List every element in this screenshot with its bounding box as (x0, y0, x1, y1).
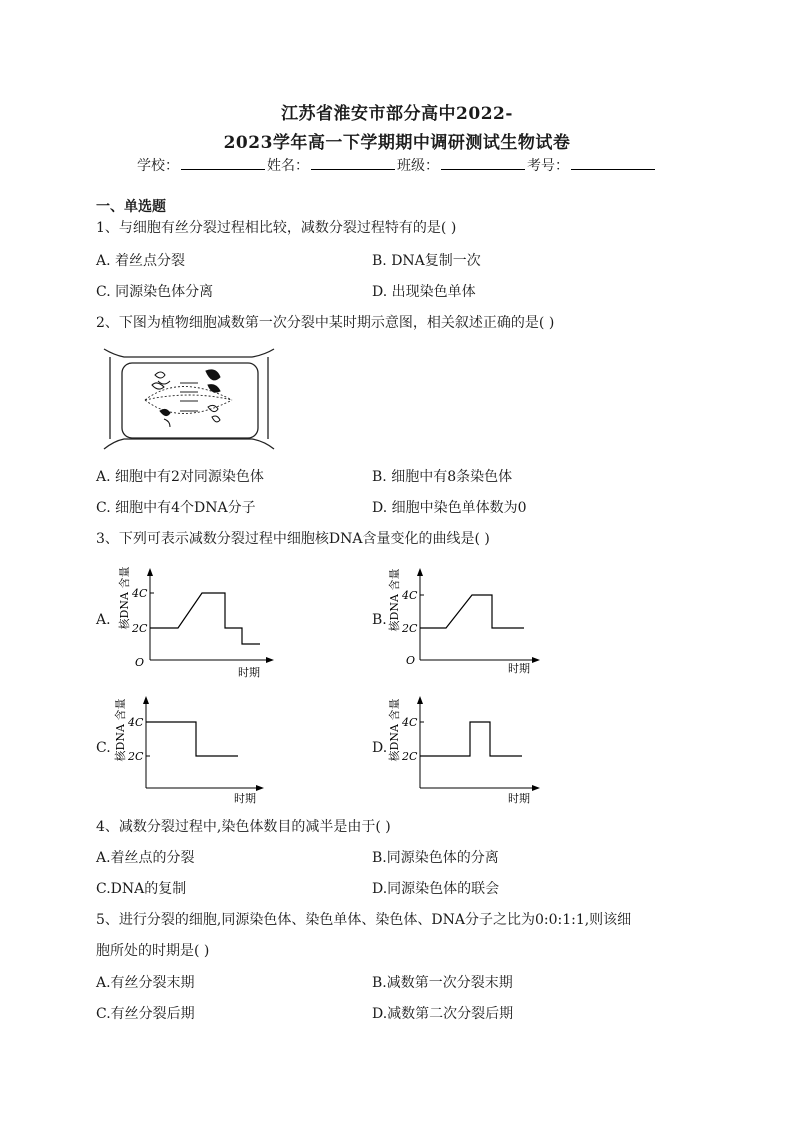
graph-b (386, 560, 556, 685)
graph-c-line (146, 722, 238, 756)
graph-d-x-arrow (532, 785, 540, 791)
name-blank[interactable] (311, 157, 395, 170)
graph-c-xlabel: 时期 (234, 792, 256, 805)
graph-a-tick-4c: 4C (132, 587, 148, 600)
number-label: 考号： (527, 158, 569, 174)
question-5-stem-line2: 胞所处的时期是( ) (96, 943, 210, 959)
q1-option-b[interactable]: B. DNA复制一次 (372, 253, 481, 269)
school-label: 学校： (137, 158, 179, 174)
graph-d-y-arrow (417, 696, 423, 704)
q4-option-a[interactable]: A.着丝点的分裂 (96, 850, 195, 866)
q2-option-c[interactable]: C. 细胞中有4个DNA分子 (96, 500, 256, 516)
q1-option-d[interactable]: D. 出现染色单体 (372, 284, 476, 300)
graph-a-ylabel: 核DNA 含量 (118, 566, 131, 630)
q5-option-d[interactable]: D.减数第二次分裂后期 (372, 1006, 514, 1022)
number-blank[interactable] (571, 157, 655, 170)
q4-option-c[interactable]: C.DNA的复制 (96, 881, 187, 897)
graph-c-y-arrow (143, 696, 149, 704)
question-5-stem-line1: 5、进行分裂的细胞,同源染色体、染色单体、染色体、DNA分子之比为0:0:1:1,则该细 (96, 912, 632, 928)
q2-option-b[interactable]: B. 细胞中有8条染色体 (372, 469, 513, 485)
graph-d-xlabel: 时期 (508, 792, 530, 805)
graph-b-x-arrow (532, 657, 540, 663)
graph-d-line (420, 722, 522, 756)
q3-option-c[interactable]: C. (96, 740, 111, 756)
school-blank[interactable] (181, 157, 265, 170)
question-4-stem: 4、减数分裂过程中,染色体数目的减半是由于( ) (96, 819, 391, 835)
graph-a (110, 560, 280, 685)
q2-option-d[interactable]: D. 细胞中染色单体数为0 (372, 500, 527, 516)
graph-d-tick-2c: 2C (402, 750, 418, 763)
graph-b-tick-4c: 4C (402, 589, 418, 602)
q4-option-b[interactable]: B.同源染色体的分离 (372, 850, 499, 866)
graph-b-xlabel: 时期 (508, 662, 530, 675)
q5-option-b[interactable]: B.减数第一次分裂末期 (372, 975, 513, 991)
graph-b-ylabel: 核DNA 含量 (388, 568, 401, 632)
class-label: 班级： (397, 158, 439, 174)
exam-title-line2: 2023学年高一下学期期中调研测试生物试卷 (223, 133, 571, 153)
graph-c (110, 688, 280, 808)
question-3-stem: 3、下列可表示减数分裂过程中细胞核DNA含量变化的曲线是( ) (96, 531, 490, 547)
chromosome-shapes (152, 370, 220, 427)
section-heading: 一、单选题 (96, 199, 166, 215)
graph-a-line (150, 593, 260, 644)
q3-option-b[interactable]: B. (372, 612, 387, 628)
q2-option-a[interactable]: A. 细胞中有2对同源染色体 (96, 469, 264, 485)
student-info-line (0, 155, 794, 175)
name-label: 姓名： (267, 158, 309, 174)
graph-d-tick-4c: 4C (402, 716, 418, 729)
exam-title-line1: 江苏省淮安市部分高中2022- (281, 104, 513, 124)
q3-option-a[interactable]: A. (96, 612, 111, 628)
graph-b-line (420, 595, 524, 628)
graph-a-origin: O (135, 656, 145, 669)
graph-d-ylabel: 核DNA 含量 (388, 698, 401, 762)
plant-cell-diagram (100, 345, 280, 450)
q3-option-d[interactable]: D. (372, 740, 388, 756)
graph-b-tick-2c: 2C (402, 622, 418, 635)
class-blank[interactable] (441, 157, 525, 170)
graph-a-xlabel: 时期 (238, 666, 260, 679)
q1-option-a[interactable]: A. 着丝点分裂 (96, 253, 186, 269)
q4-option-d[interactable]: D.同源染色体的联会 (372, 881, 500, 897)
graph-c-tick-4c: 4C (128, 716, 144, 729)
graph-a-y-arrow (147, 568, 153, 576)
graph-d (386, 688, 556, 808)
graph-b-y-arrow (417, 568, 423, 576)
graph-c-ylabel: 核DNA 含量 (114, 698, 127, 762)
graph-a-x-arrow (266, 657, 274, 663)
graph-c-x-arrow (256, 785, 264, 791)
question-1-stem: 1、与细胞有丝分裂过程相比较，减数分裂过程特有的是( ) (96, 220, 457, 236)
question-2-stem: 2、下图为植物细胞减数第一次分裂中某时期示意图，相关叙述正确的是( ) (96, 315, 555, 331)
graph-b-origin: O (406, 654, 416, 667)
graph-a-tick-2c: 2C (132, 622, 148, 635)
q5-option-c[interactable]: C.有丝分裂后期 (96, 1006, 195, 1022)
graph-c-tick-2c: 2C (128, 750, 144, 763)
q5-option-a[interactable]: A.有丝分裂末期 (96, 975, 195, 991)
q1-option-c[interactable]: C. 同源染色体分离 (96, 284, 214, 300)
